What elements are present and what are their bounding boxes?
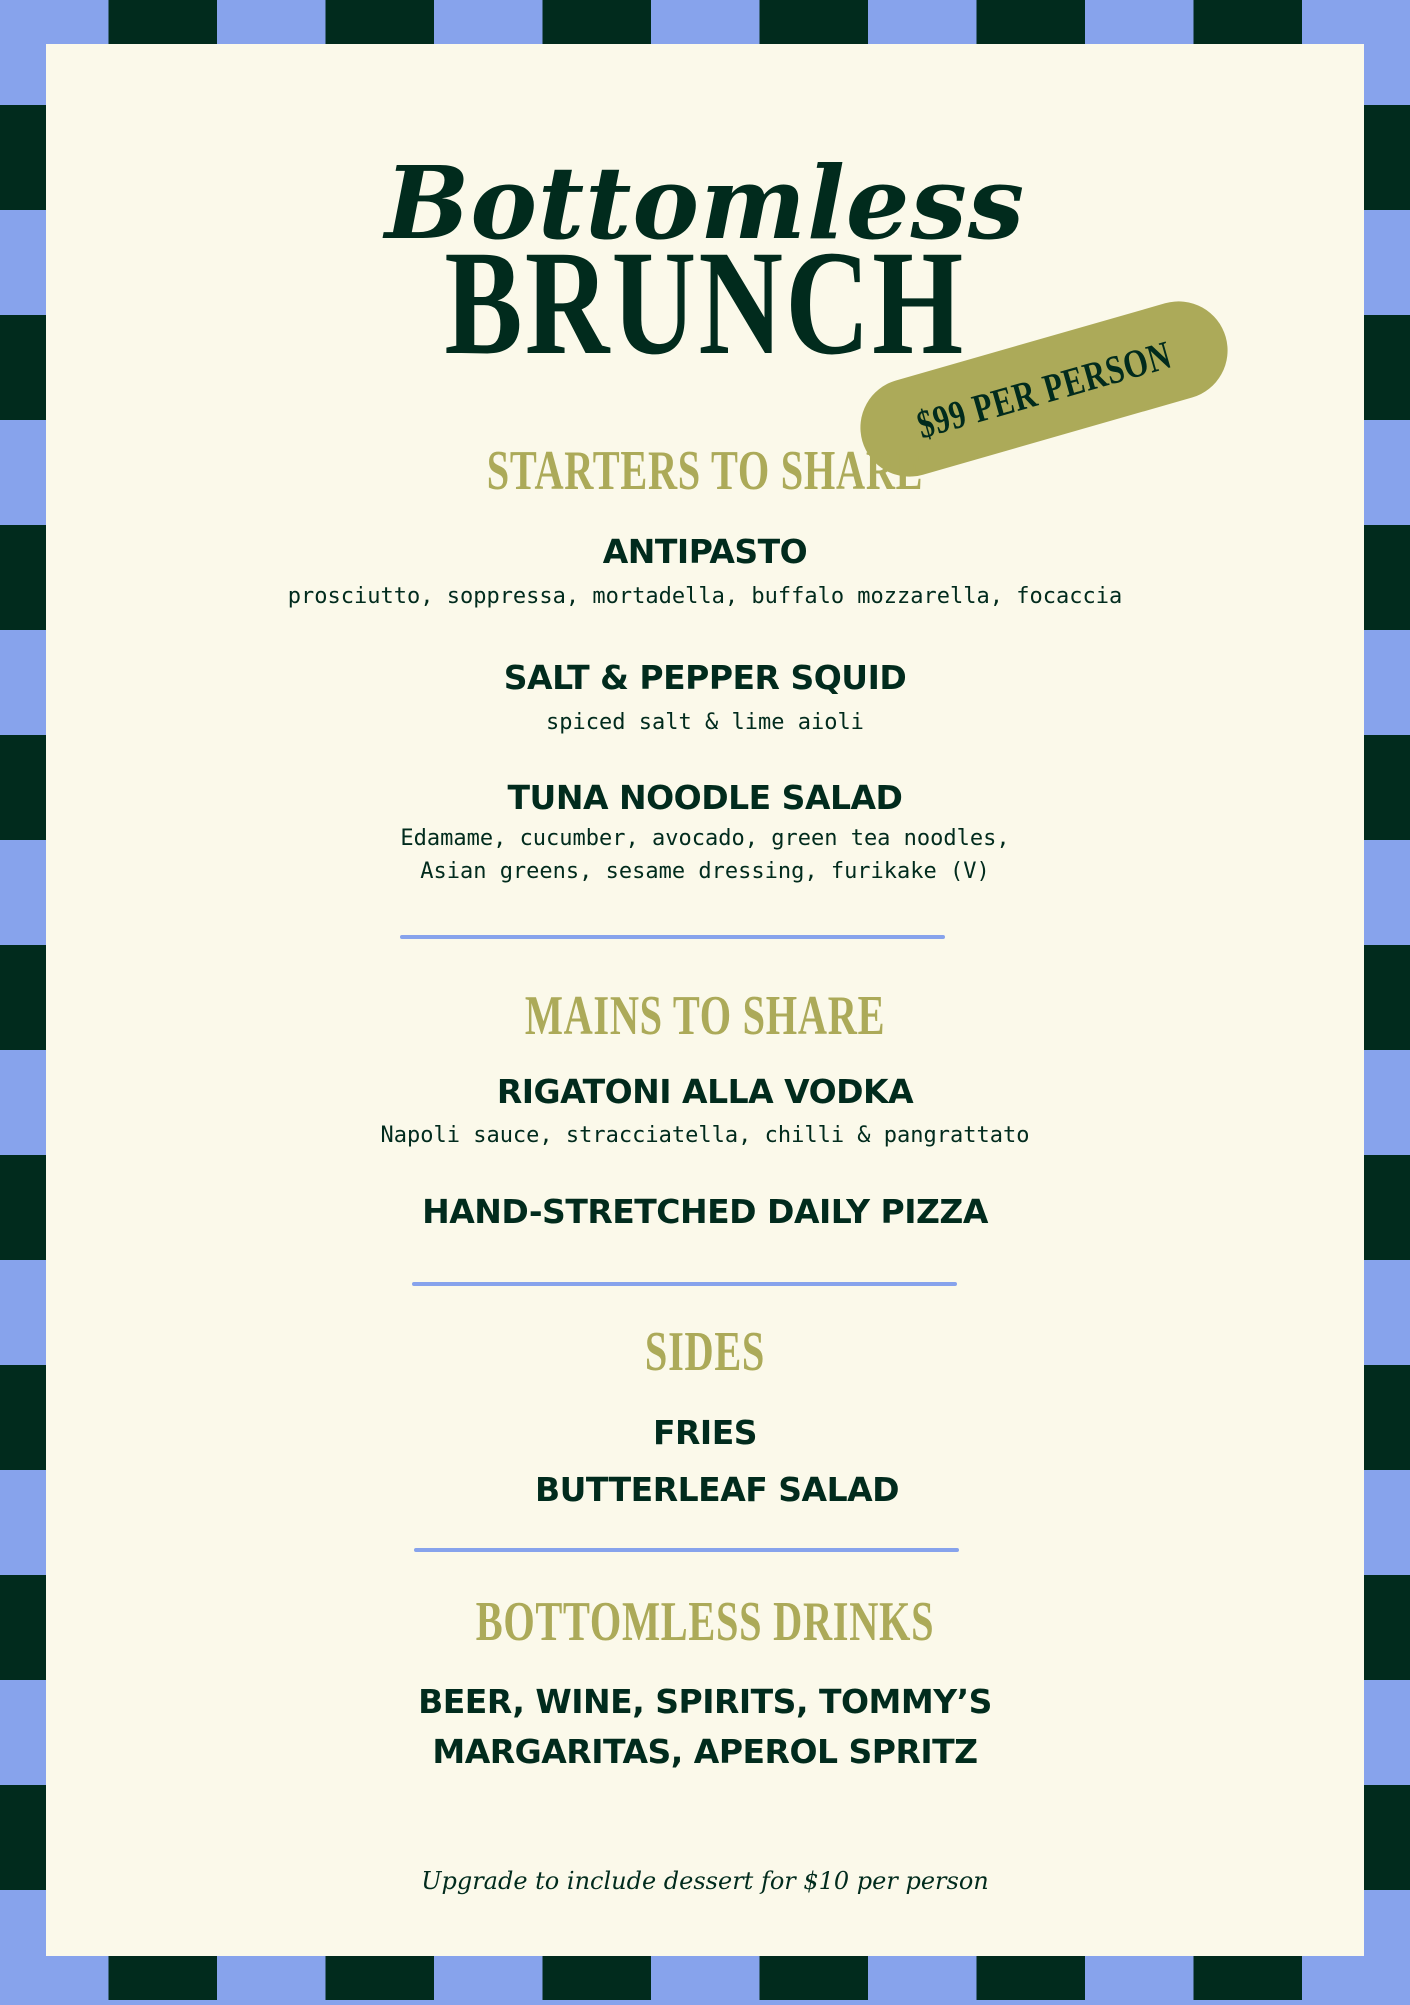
border-square-right [1364,525,1410,630]
item-desc-squid: spiced salt & lime aioli [546,710,864,735]
border-square-bottom [1194,1956,1303,2000]
border-square-left [0,105,46,210]
border-square-top [326,0,435,44]
border-square-left [0,525,46,630]
border-square-bottom [326,1956,435,2000]
border-square-bottom [109,1956,218,2000]
border-square-right [1364,735,1410,840]
section-heading-starters: STARTERS TO SHARE [486,440,924,502]
script-title: Bottomless [384,144,1026,262]
item-desc-rigatoni: Napoli sauce, stracciatella, chilli & pangrattato [380,1123,1030,1148]
border-square-left [0,735,46,840]
price-badge-label: $99 PER PERSON [911,331,1177,447]
section-heading-sides: SIDES [644,1321,766,1383]
item-name-tuna: TUNA NOODLE SALAD [507,778,903,817]
border-square-right [1364,1365,1410,1470]
border-square-right [1364,945,1410,1050]
section-heading-drinks: BOTTOMLESS DRINKS [475,1591,935,1653]
drinks-line-2: MARGARITAS, APEROL SPRITZ [432,1732,978,1771]
border-square-left [0,1785,46,1890]
border-square-top [543,0,652,44]
border-square-top [1194,0,1303,44]
border-square-left [0,315,46,420]
border-square-left [0,1575,46,1680]
item-name-antipasto: ANTIPASTO [602,532,808,571]
drinks-line-1: BEER, WINE, SPIRITS, TOMMY’S [418,1682,992,1721]
item-name-rigatoni: RIGATONI ALLA VODKA [496,1072,914,1111]
divider-3 [414,1548,959,1552]
brunch-title: BRUNCH [444,220,966,386]
item-desc-tuna-line1: Edamame, cucumber, avocado, green tea noodles, [400,826,1010,851]
item-name-fries: FRIES [652,1413,758,1452]
item-name-squid: SALT & PEPPER SQUID [503,658,907,697]
border-square-right [1364,1785,1410,1890]
border-square-left [0,1155,46,1260]
footer-note: Upgrade to include dessert for $10 per person [421,1867,989,1895]
border-square-top [760,0,869,44]
border-square-bottom [760,1956,869,2000]
item-name-pizza: HAND-STRETCHED DAILY PIZZA [422,1192,988,1231]
border-square-right [1364,315,1410,420]
divider-1 [400,935,945,939]
item-name-butterleaf-salad: BUTTERLEAF SALAD [534,1470,900,1509]
item-desc-antipasto: prosciutto, soppressa, mortadella, buffalo mozzarella, focaccia [287,584,1123,609]
item-desc-tuna-line2: Asian greens, sesame dressing, furikake (V) [420,859,990,884]
border-square-left [0,945,46,1050]
border-square-right [1364,1575,1410,1680]
border-square-right [1364,1155,1410,1260]
border-square-left [0,1365,46,1470]
border-square-right [1364,105,1410,210]
section-heading-mains: MAINS TO SHARE [524,985,886,1047]
border-square-bottom [543,1956,652,2000]
divider-2 [412,1282,957,1286]
border-square-top [109,0,218,44]
border-square-bottom [977,1956,1086,2000]
border-square-top [977,0,1086,44]
